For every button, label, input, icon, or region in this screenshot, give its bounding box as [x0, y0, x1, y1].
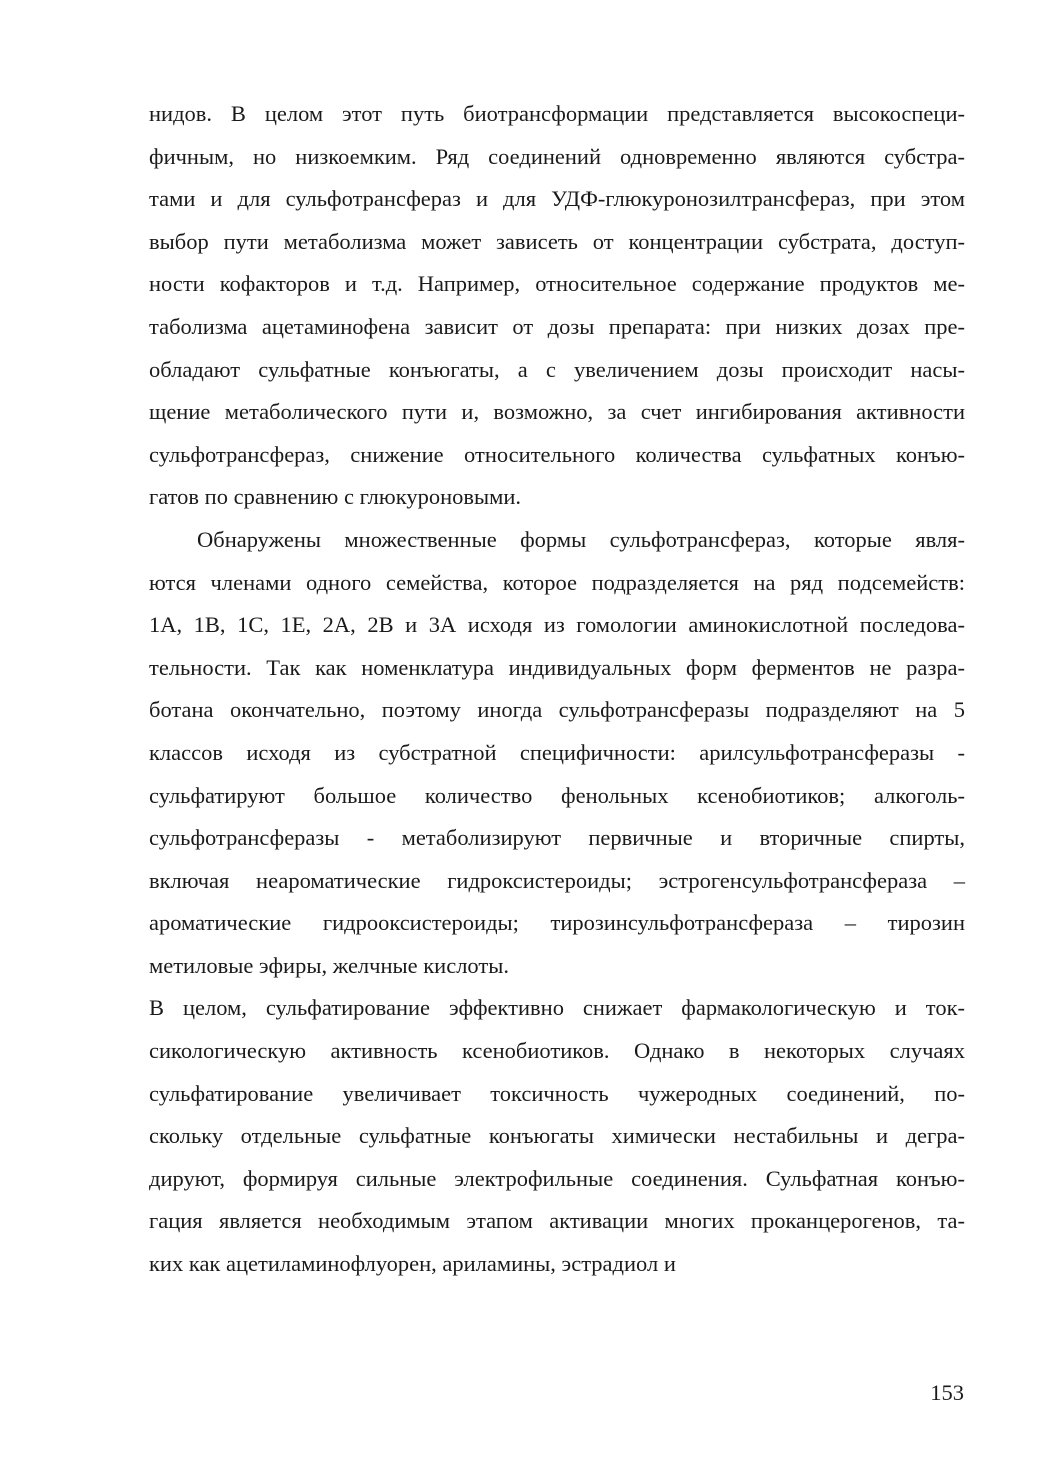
text-line: таболизма ацетаминофена зависит от дозы препарата: при низких дозах пре-	[149, 313, 965, 339]
text-line: нидов. В целом этот путь биотрансформации представляется высокоспеци-	[149, 101, 965, 126]
text-line: тельности. Так как номенклатура индивидуальных форм ферментов не разра-	[149, 654, 965, 680]
text-line: ботана окончательно, поэтому иногда сульфотрансферазы подразделяют на 5	[149, 697, 965, 723]
text-line: 1А, 1В, 1С, 1Е, 2А, 2В и 3А исходя из гомологии аминокислотной последова-	[149, 612, 965, 638]
text-line: сульфотрансфераз, снижение относительного количества сульфатных конъю-	[149, 441, 965, 467]
text-line: скольку отдельные сульфатные конъюгаты химически нестабильны и дегра-	[149, 1123, 965, 1149]
text-line: дируют, формируя сильные электрофильные соединения. Сульфатная конъю-	[149, 1165, 965, 1191]
text-line: выбор пути метаболизма может зависеть от концентрации субстрата, доступ-	[149, 228, 965, 254]
paragraph	[149, 987, 965, 1285]
text-line: ких как ацетиламинофлуорен, ариламины, эстрадиол и	[149, 1251, 676, 1277]
paragraph	[149, 93, 965, 519]
paragraph	[149, 519, 965, 988]
text-line: гатов по сравнению с глюкуроновыми.	[149, 484, 522, 510]
text-line: ности кофакторов и т.д. Например, относительное содержание продуктов ме-	[149, 271, 965, 297]
text-line: В целом, сульфатирование эффективно снижает фармакологическую и ток-	[149, 995, 965, 1021]
text-line: классов исходя из субстратной специфичности: арилсульфотрансферазы -	[149, 739, 965, 765]
body-text	[149, 93, 965, 1286]
text-line: тами и для сульфотрансфераз и для УДФ-глюкуронозилтрансфераз, при этом	[149, 186, 965, 212]
text-line: ются членами одного семейства, которое подразделяется на ряд подсемейств:	[149, 569, 965, 595]
text-line: включая неароматические гидроксистероиды; эстрогенсульфотрансфераза –	[149, 867, 965, 893]
text-line: ароматические гидрооксистероиды; тирозинсульфотрансфераза – тирозин	[149, 910, 965, 936]
text-line: гация является необходимым этапом активации многих проканцерогенов, та-	[149, 1208, 965, 1234]
page-number: 153	[930, 1380, 964, 1405]
text-line: щение метаболического пути и, возможно, за счет ингибирования активности	[149, 399, 965, 425]
text-line: сульфатирование увеличивает токсичность чужеродных соединений, по-	[149, 1080, 965, 1106]
text-line: метиловые эфиры, желчные кислоты.	[149, 952, 509, 978]
text-line: фичным, но низкоемким. Ряд соединений одновременно являются субстра-	[149, 143, 965, 169]
text-line: сульфотрансферазы - метаболизируют первичные и вторичные спирты,	[149, 825, 965, 851]
text-line: сульфатируют большое количество фенольных ксенобиотиков; алкоголь-	[149, 782, 965, 808]
text-line: сикологическую активность ксенобиотиков. Однако в некоторых случаях	[149, 1038, 965, 1064]
text-line: Обнаружены множественные формы сульфотрансфераз, которые явля-	[197, 526, 965, 552]
text-line: обладают сульфатные конъюгаты, а с увеличением дозы происходит насы-	[149, 356, 965, 382]
